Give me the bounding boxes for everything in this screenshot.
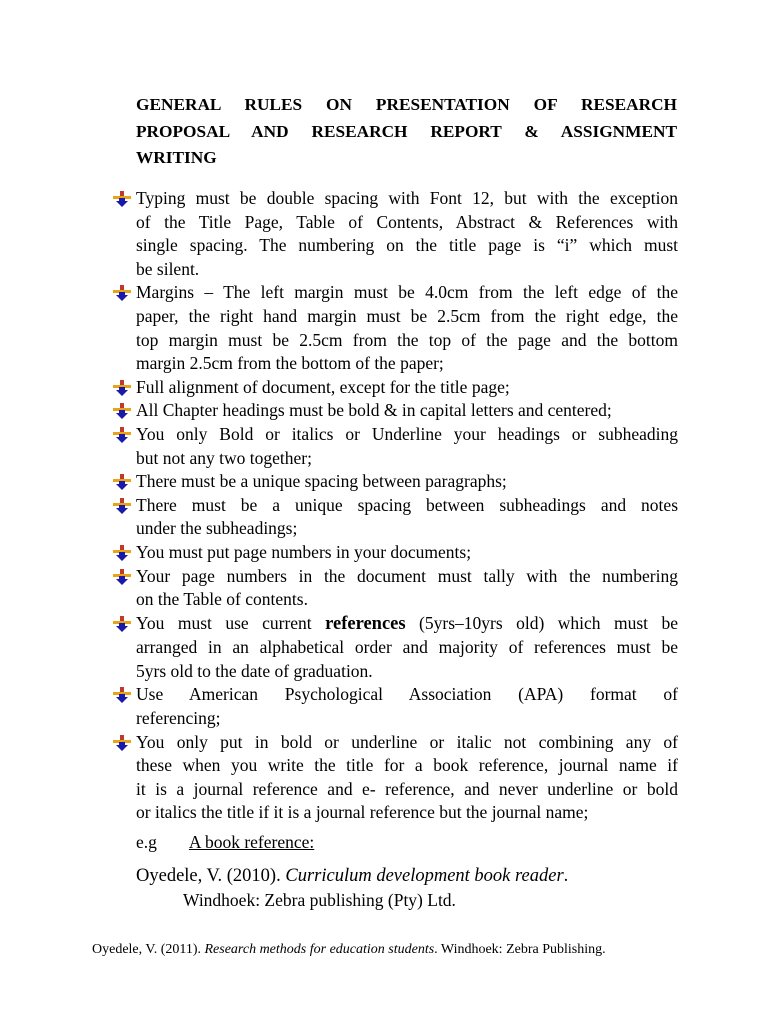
rule-line: Use American Psychological Association (APA) format of: [136, 684, 678, 705]
rule-item: [112, 470, 678, 494]
rule-item: [112, 683, 678, 730]
rule-line: [136, 612, 678, 637]
arrow-down-bullet-icon: [112, 283, 132, 303]
rule-line: There must be a unique spacing between paragraphs;: [136, 471, 507, 492]
arrow-down-bullet-icon: [112, 614, 132, 634]
arrow-down-bullet-icon: [112, 567, 132, 587]
footer-rest: . Windhoek: Zebra Publishing.: [434, 942, 606, 957]
rule-bold-word: references: [325, 613, 406, 634]
rule-line: Margins – The left margin must be 4.0cm from the left edge of the: [136, 282, 678, 303]
arrow-down-bullet-icon: [112, 425, 132, 445]
arrow-down-bullet-icon: [112, 733, 132, 753]
rule-line: single spacing. The numbering on the title page is “i” which must: [136, 235, 678, 256]
rule-line: under the subheadings;: [136, 518, 298, 539]
rule-line: All Chapter headings must be bold & in capital letters and centered;: [136, 400, 612, 421]
rule-line: Full alignment of document, except for the title page;: [136, 376, 510, 397]
arrow-down-bullet-icon: [112, 189, 132, 209]
rule-item: [112, 494, 678, 541]
title-line-1: GENERAL RULES ON PRESENTATION OF RESEARCH: [136, 95, 677, 114]
rule-item: [112, 399, 678, 423]
rule-item: [112, 731, 678, 825]
arrow-down-bullet-icon: [112, 543, 132, 563]
example-intro: [136, 831, 314, 854]
example-period: .: [563, 866, 569, 886]
example-eg: e.g: [136, 832, 157, 852]
example-citation: [136, 866, 568, 887]
rule-line: You must put page numbers in your documents;: [136, 541, 472, 562]
document-title: [136, 92, 677, 172]
arrow-down-bullet-icon: [112, 472, 132, 492]
rule-line: arranged in an alphabetical order and majority of references must be: [136, 637, 678, 658]
rule-line: but not any two together;: [136, 447, 312, 468]
rule-line: these when you write the title for a book reference, journal name if: [136, 755, 678, 776]
rule-item: [112, 281, 678, 375]
footer-title: Research methods for education students: [204, 942, 435, 957]
example-publisher: Windhoek: Zebra publishing (Pty) Ltd.: [183, 890, 456, 910]
rule-line: margin 2.5cm from the bottom of the paper;: [136, 353, 444, 374]
rule-line: paper, the right hand margin must be 2.5cm from the right edge, the: [136, 305, 678, 326]
arrow-down-bullet-icon: [112, 378, 132, 398]
rule-line: There must be a unique spacing between subheadings and notes: [136, 494, 678, 515]
rule-line: it is a journal reference and e- reference, and never underline or bold: [136, 778, 678, 799]
rule-item: [112, 376, 678, 400]
example-book-title: Curriculum development book reader: [285, 866, 564, 886]
rule-line: 5yrs old to the date of graduation.: [136, 660, 373, 681]
rule-text: (5yrs–10yrs old) which must be: [405, 612, 678, 633]
rule-line: referencing;: [136, 708, 221, 729]
rule-item: [112, 423, 678, 470]
footer-author: Oyedele, V. (2011).: [92, 942, 205, 957]
rule-line: be silent.: [136, 258, 200, 279]
rule-line: on the Table of contents.: [136, 589, 308, 610]
title-line-2: PROPOSAL AND RESEARCH REPORT & ASSIGNMENT: [136, 121, 677, 141]
rules-list: [112, 187, 678, 825]
arrow-down-bullet-icon: [112, 685, 132, 705]
arrow-down-bullet-icon: [112, 496, 132, 516]
title-line-3: WRITING: [136, 148, 217, 167]
footer-citation: [92, 942, 606, 958]
rule-line: top margin must be 2.5cm from the top of the page and the bottom: [136, 329, 678, 350]
rule-line: of the Title Page, Table of Contents, Abstract & References with: [136, 211, 678, 232]
rule-line: Your page numbers in the document must tally with the numbering: [136, 565, 678, 586]
rule-line: or italics the title if it is a journal reference but the journal name;: [136, 802, 589, 823]
rule-item: [112, 565, 678, 612]
arrow-down-bullet-icon: [112, 401, 132, 421]
rule-line: Typing must be double spacing with Font 12, but with the exception: [136, 188, 678, 208]
rule-text: You must use current: [136, 612, 326, 633]
rule-item: [112, 612, 678, 684]
rule-line: You only put in bold or underline or italic not combining any of: [136, 731, 678, 752]
rule-item: [112, 541, 678, 565]
rule-item: [112, 187, 678, 281]
rule-line: You only Bold or italics or Underline your headings or subheading: [136, 423, 678, 444]
example-author: Oyedele, V. (2010).: [136, 866, 286, 886]
example-label: A book reference:: [188, 832, 315, 852]
